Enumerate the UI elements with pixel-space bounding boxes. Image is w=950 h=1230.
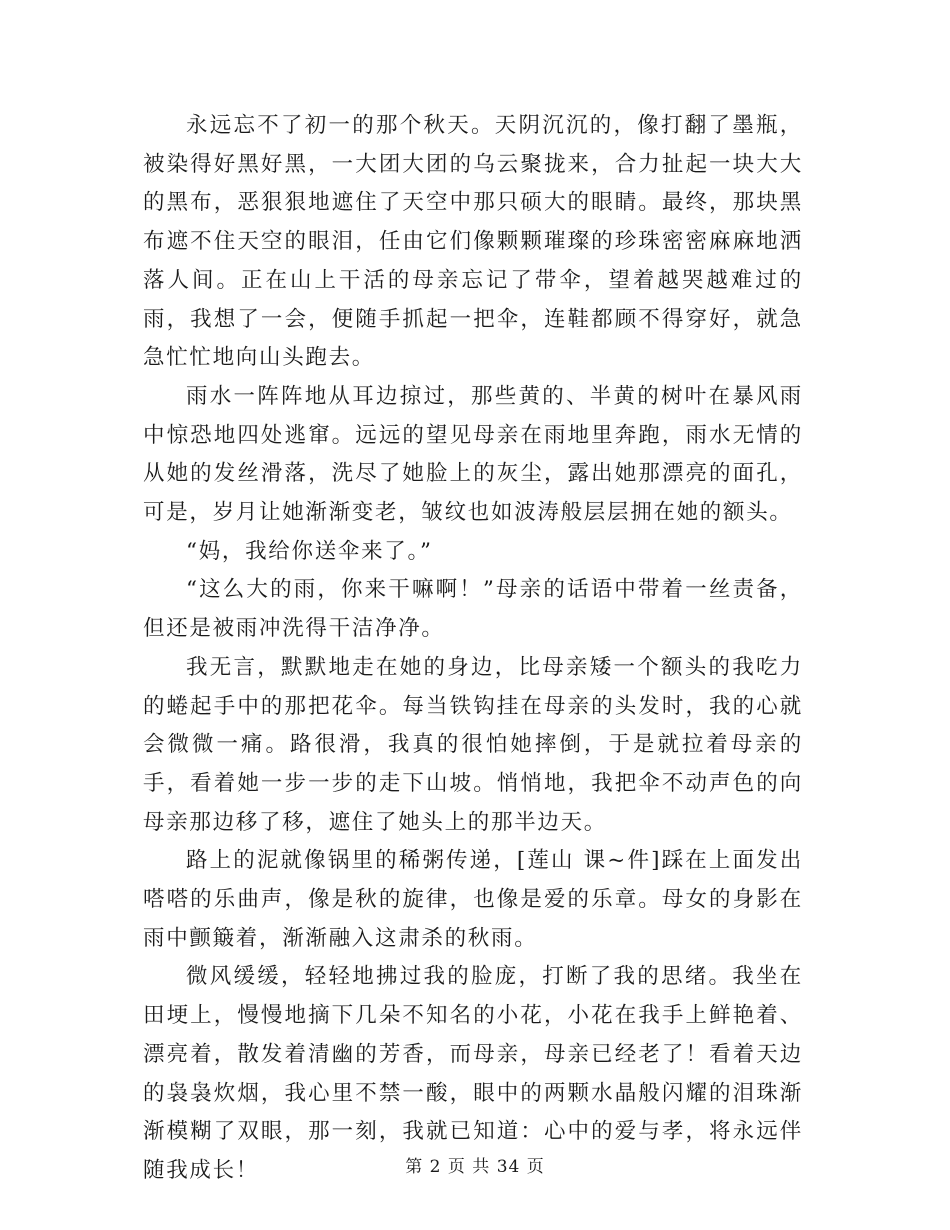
paragraph: 微风缓缓，轻轻地拂过我的脸庞，打断了我的思绪。我坐在田埂上，慢慢地摘下几朵不知名的小花，小花在我手上鲜艳着、漂亮着，散发着清幽的芳香，而母亲，母亲已经老了！看着天边的袅袅炊烟，我心里不禁一酸，眼中的两颗水晶般闪耀的泪珠渐渐模糊了双眼，那一刻，我就已知道：心中的爱与孝，将永远伴随我成长！ [143, 964, 803, 1183]
paragraph: 我无言，默默地走在她的身边，比母亲矮一个额头的我吃力的蜷起手中的那把花伞。每当铁钩挂在母亲的头发时，我的心就会微微一痛。路很滑，我真的很怕她摔倒，于是就拉着母亲的手，看着她一步一步的走下山坡。悄悄地，我把伞不动声色的向母亲那边移了移，遮住了她头上的那半边天。 [143, 654, 803, 835]
paragraph: 永远忘不了初一的那个秋天。天阴沉沉的，像打翻了墨瓶，被染得好黑好黑，一大团大团的乌云聚拢来，合力扯起一块大大的黑布，恶狠狠地遮住了天空中那只硕大的眼睛。最终，那块黑布遮不住天空的眼泪，任由它们像颗颗璀璨的珍珠密密麻麻地洒落人间。正在山上干活的母亲忘记了带伞，望着越哭越难过的雨，我想了一会，便随手抓起一把伞，连鞋都顾不得穿好，就急急忙忙地向山头跑去。 [143, 113, 803, 371]
paragraph: 雨水一阵阵地从耳边掠过，那些黄的、半黄的树叶在暴风雨中惊恐地四处逃窜。远远的望见母亲在雨地里奔跑，雨水无情的从她的发丝滑落，洗尽了她脸上的灰尘，露出她那漂亮的面孔，可是，岁月让她渐渐变老，皱纹也如波涛般层层拥在她的额头。 [143, 383, 803, 526]
article-body [143, 107, 803, 1191]
paragraph-dialogue: “妈，我给你送伞来了。” [186, 538, 433, 564]
paragraph-dialogue: “这么大的雨，你来干嘛啊！”母亲的话语中带着一丝责备，但还是被雨冲洗得干洁净净。 [143, 577, 803, 642]
paragraph: 路上的泥就像锅里的稀粥传递，[莲山 课~件]踩在上面发出嗒嗒的乐曲声，像是秋的旋律，也像是爱的乐章。母女的身影在雨中颤簸着，渐渐融入这肃杀的秋雨。 [143, 848, 803, 951]
page-number-footer: 第 2 页 共 34 页 [405, 1157, 545, 1177]
